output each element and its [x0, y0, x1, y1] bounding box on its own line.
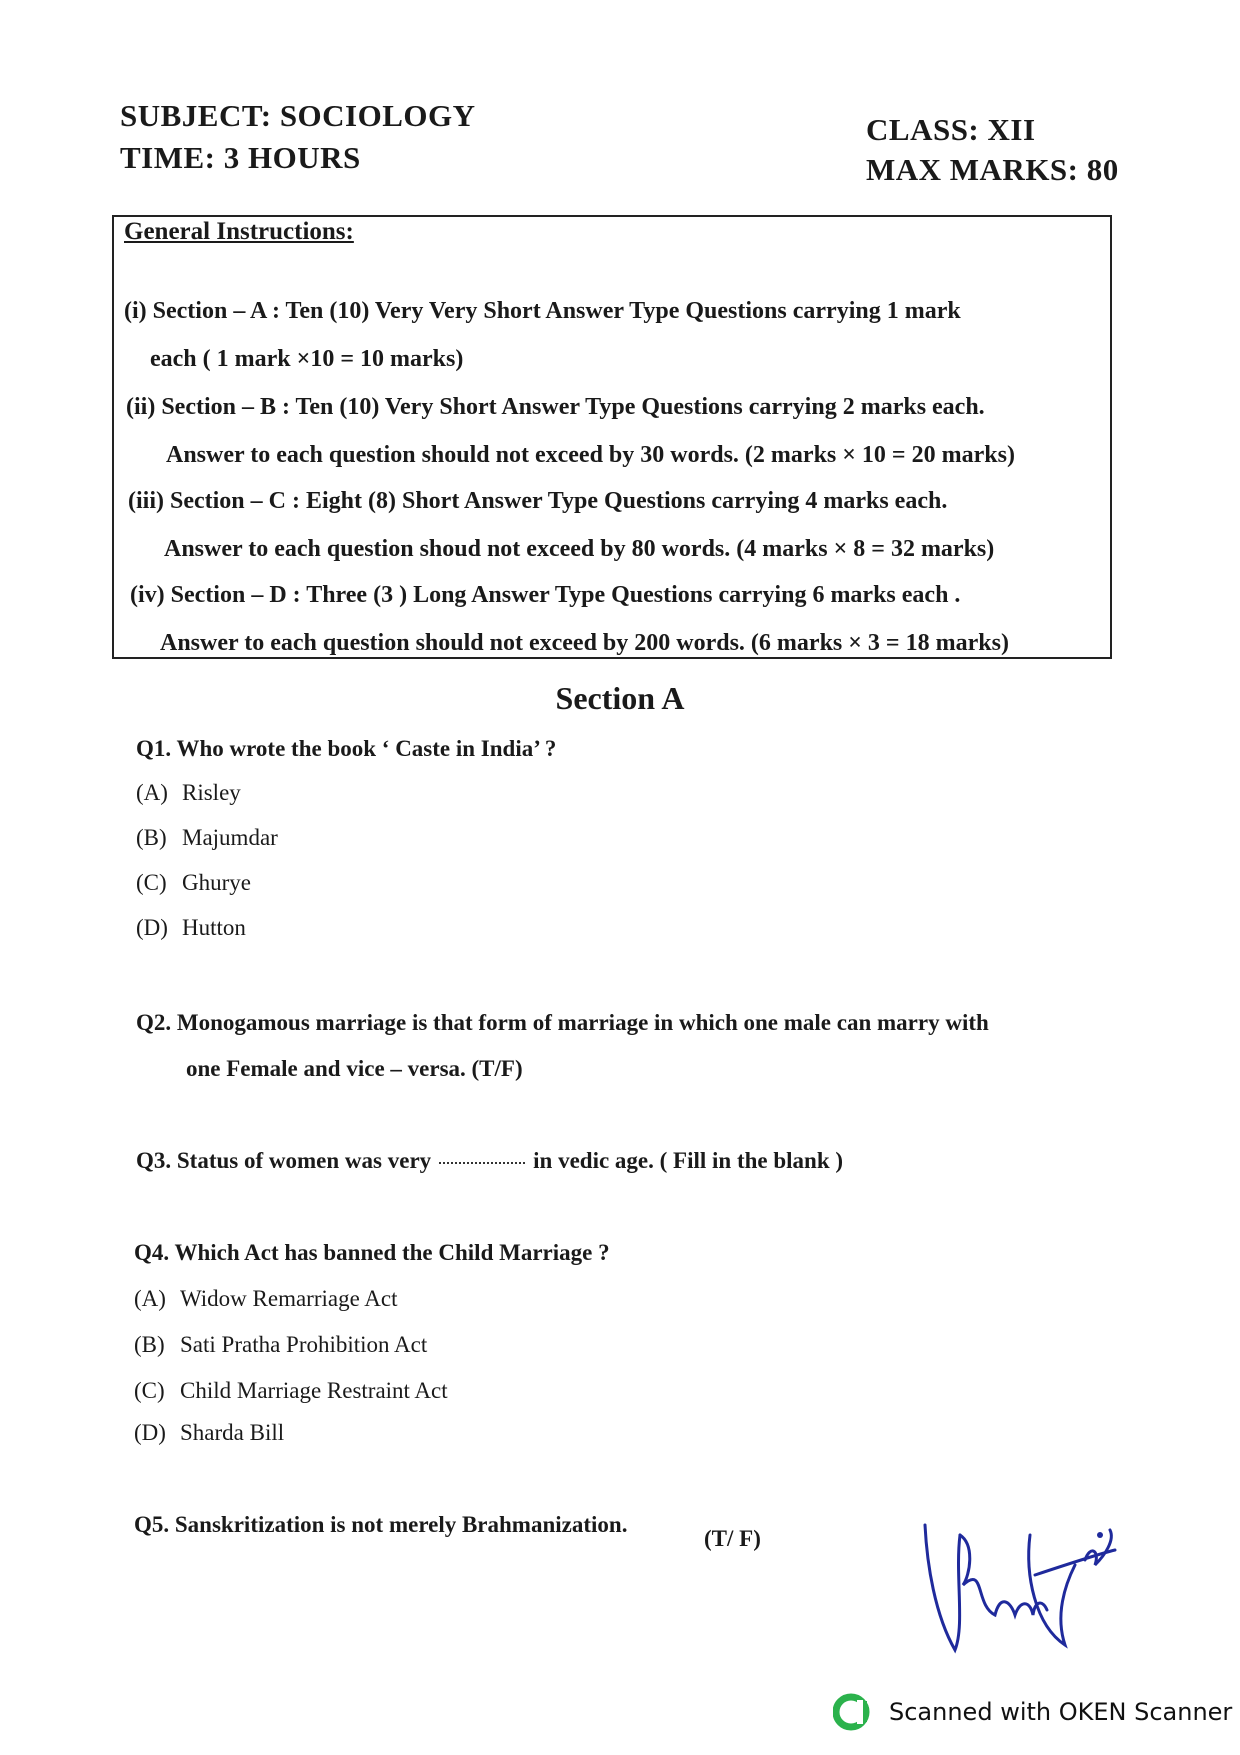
- instruction-line: (i) Section – A : Ten (10) Very Very Short Answer Type Questions carrying 1 mark: [124, 298, 961, 324]
- question-5: Q5. Sanskritization is not merely Brahmanization.: [134, 1512, 628, 1537]
- header-left: [120, 95, 476, 179]
- q3-text-before: Q3. Status of women was very: [136, 1148, 432, 1173]
- question-5-tf: (T/ F): [704, 1526, 761, 1551]
- subject-label: SUBJECT: SOCIOLOGY: [120, 98, 476, 133]
- q1-option-d: [136, 915, 246, 941]
- question-2-line-2: one Female and vice – versa. (T/F): [186, 1056, 523, 1081]
- option-label: (B): [134, 1332, 165, 1357]
- scanner-text: Scanned with OKEN Scanner: [889, 1698, 1233, 1726]
- class-label: CLASS: XII: [866, 112, 1036, 147]
- option-label: (B): [136, 825, 167, 850]
- q1-option-c: [136, 870, 251, 896]
- question-2-line-1: Q2. Monogamous marriage is that form of marriage in which one male can marry with: [136, 1010, 989, 1035]
- instruction-line: (iv) Section – D : Three (3 ) Long Answer Type Questions carrying 6 marks each .: [130, 582, 961, 608]
- fill-blank: [439, 1162, 525, 1164]
- instruction-line: (ii) Section – B : Ten (10) Very Short Answer Type Questions carrying 2 marks each.: [126, 394, 985, 420]
- q4-option-b: [134, 1332, 427, 1358]
- question-3: [136, 1148, 843, 1174]
- max-marks-label: MAX MARKS: 80: [866, 152, 1119, 187]
- option-label: (D): [134, 1420, 166, 1445]
- option-text: Risley: [182, 780, 241, 805]
- handwritten-signature: [915, 1505, 1125, 1655]
- instruction-line: (iii) Section – C : Eight (8) Short Answer Type Questions carrying 4 marks each.: [128, 488, 948, 514]
- scanner-watermark: [833, 1692, 1232, 1732]
- oken-scanner-logo-icon: [833, 1692, 877, 1732]
- option-label: (D): [136, 915, 168, 940]
- q4-option-c: [134, 1378, 448, 1404]
- option-text: Widow Remarriage Act: [180, 1286, 398, 1311]
- q4-option-d: [134, 1420, 284, 1446]
- instruction-line: Answer to each question should not exceed by 200 words. (6 marks × 3 = 18 marks): [160, 630, 1009, 656]
- option-text: Sati Pratha Prohibition Act: [180, 1332, 428, 1357]
- section-a-title: Section A: [555, 680, 685, 716]
- q4-option-a: [134, 1286, 398, 1312]
- q1-option-a: [136, 780, 241, 806]
- instruction-line: each ( 1 mark ×10 = 10 marks): [150, 346, 464, 372]
- question-4: Q4. Which Act has banned the Child Marriage ?: [134, 1240, 610, 1265]
- instructions-title: General Instructions:: [124, 218, 354, 245]
- instruction-line: Answer to each question shoud not exceed by 80 words. (4 marks × 8 = 32 marks): [164, 536, 995, 562]
- option-text: Sharda Bill: [180, 1420, 285, 1445]
- option-label: (A): [136, 780, 168, 805]
- time-label: TIME: 3 HOURS: [120, 140, 361, 175]
- option-label: (C): [136, 870, 167, 895]
- instruction-line: Answer to each question should not exceed by 30 words. (2 marks × 10 = 20 marks): [166, 442, 1015, 468]
- option-text: Ghurye: [182, 870, 251, 895]
- question-1: Q1. Who wrote the book ‘ Caste in India’ ?: [136, 736, 557, 761]
- option-label: (A): [134, 1286, 166, 1311]
- q1-option-b: [136, 825, 278, 851]
- option-text: Hutton: [182, 915, 246, 940]
- option-text: Majumdar: [182, 825, 278, 850]
- option-text: Child Marriage Restraint Act: [180, 1378, 448, 1403]
- header-right: [866, 110, 1119, 190]
- option-label: (C): [134, 1378, 165, 1403]
- q3-text-after: in vedic age. ( Fill in the blank ): [533, 1148, 844, 1173]
